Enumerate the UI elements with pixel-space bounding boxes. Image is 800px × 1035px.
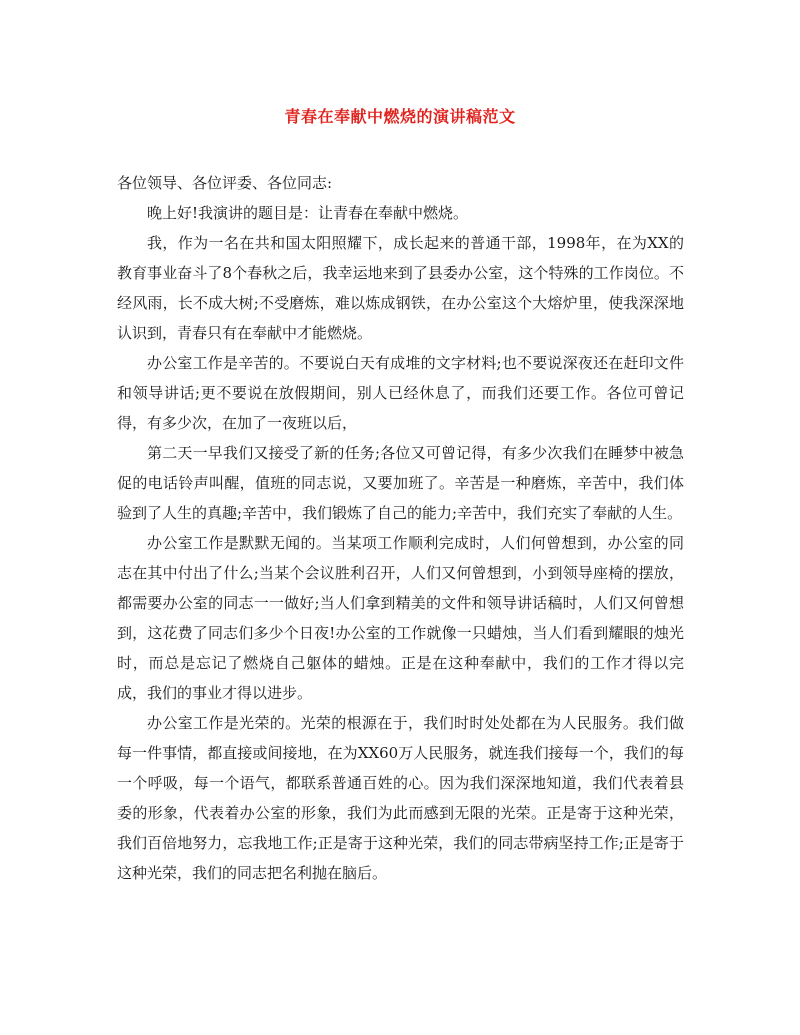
paragraph-hardship: 办公室工作是辛苦的。不要说白天有成堆的文字材料;也不要说深夜还在赶印文件和领导讲话;更不要说在放假期间，别人已经休息了，而我们还要工作。各位可曾记得，有多少次，在加了一夜班以后， — [117, 354, 684, 432]
paragraph-unsung: 办公室工作是默默无闻的。当某项工作顺利完成时，人们何曾想到，办公室的同志在其中付出了什么;当某个会议胜利召开，人们又何曾想到，小到领导座椅的摆放，都需要办公室的同志一一做好;当人们拿到精美的文件和领导讲话稿时，人们又何曾想到，这花费了同志们多少个日夜!办公室的工作就像一只蜡烛，当人们看到耀眼的烛光时，而总是忘记了燃烧自己躯体的蜡烛。正是在这种奉献中，我们的工作才得以完成，我们的事业才得以进步。 — [117, 534, 684, 702]
document-title: 青春在奉献中燃烧的演讲稿范文 — [284, 107, 516, 126]
paragraph-greeting: 晚上好!我演讲的题目是：让青春在奉献中燃烧。 — [147, 204, 469, 222]
paragraph-honor: 办公室工作是光荣的。光荣的根源在于，我们时时处处都在为人民服务。我们做每一件事情，都直接或间接地，在为XX60万人民服务，就连我们接每一个，我们的每一个呼吸，每一个语气，都联系普通百姓的心。因为我们深深地知道，我们代表着县委的形象，代表着办公室的形象，我们为此而感到无限的光荣。正是寄于这种光荣，我们百倍地努力，忘我地工作;正是寄于这种光荣，我们的同志带病坚持工作;正是寄于这种光荣，我们的同志把名利抛在脑后。 — [117, 714, 684, 882]
paragraph-introduction: 我，作为一名在共和国太阳照耀下，成长起来的普通干部，1998年，在为XX的教育事业奋斗了8个春秋之后，我幸运地来到了县委办公室，这个特殊的工作岗位。不经风雨，长不成大树;不受磨炼，难以炼成钢铁，在办公室这个大熔炉里，使我深深地认识到，青春只有在奉献中才能燃烧。 — [117, 234, 684, 342]
salutation: 各位领导、各位评委、各位同志: — [117, 174, 333, 192]
paragraph-next-day: 第二天一早我们又接受了新的任务;各位又可曾记得，有多少次我们在睡梦中被急促的电话铃声叫醒，值班的同志说，又要加班了。辛苦是一种磨炼，辛苦中，我们体验到了人生的真趣;辛苦中，我们锻炼了自己的能力;辛苦中，我们充实了奉献的人生。 — [117, 444, 684, 522]
document-body — [117, 168, 684, 888]
